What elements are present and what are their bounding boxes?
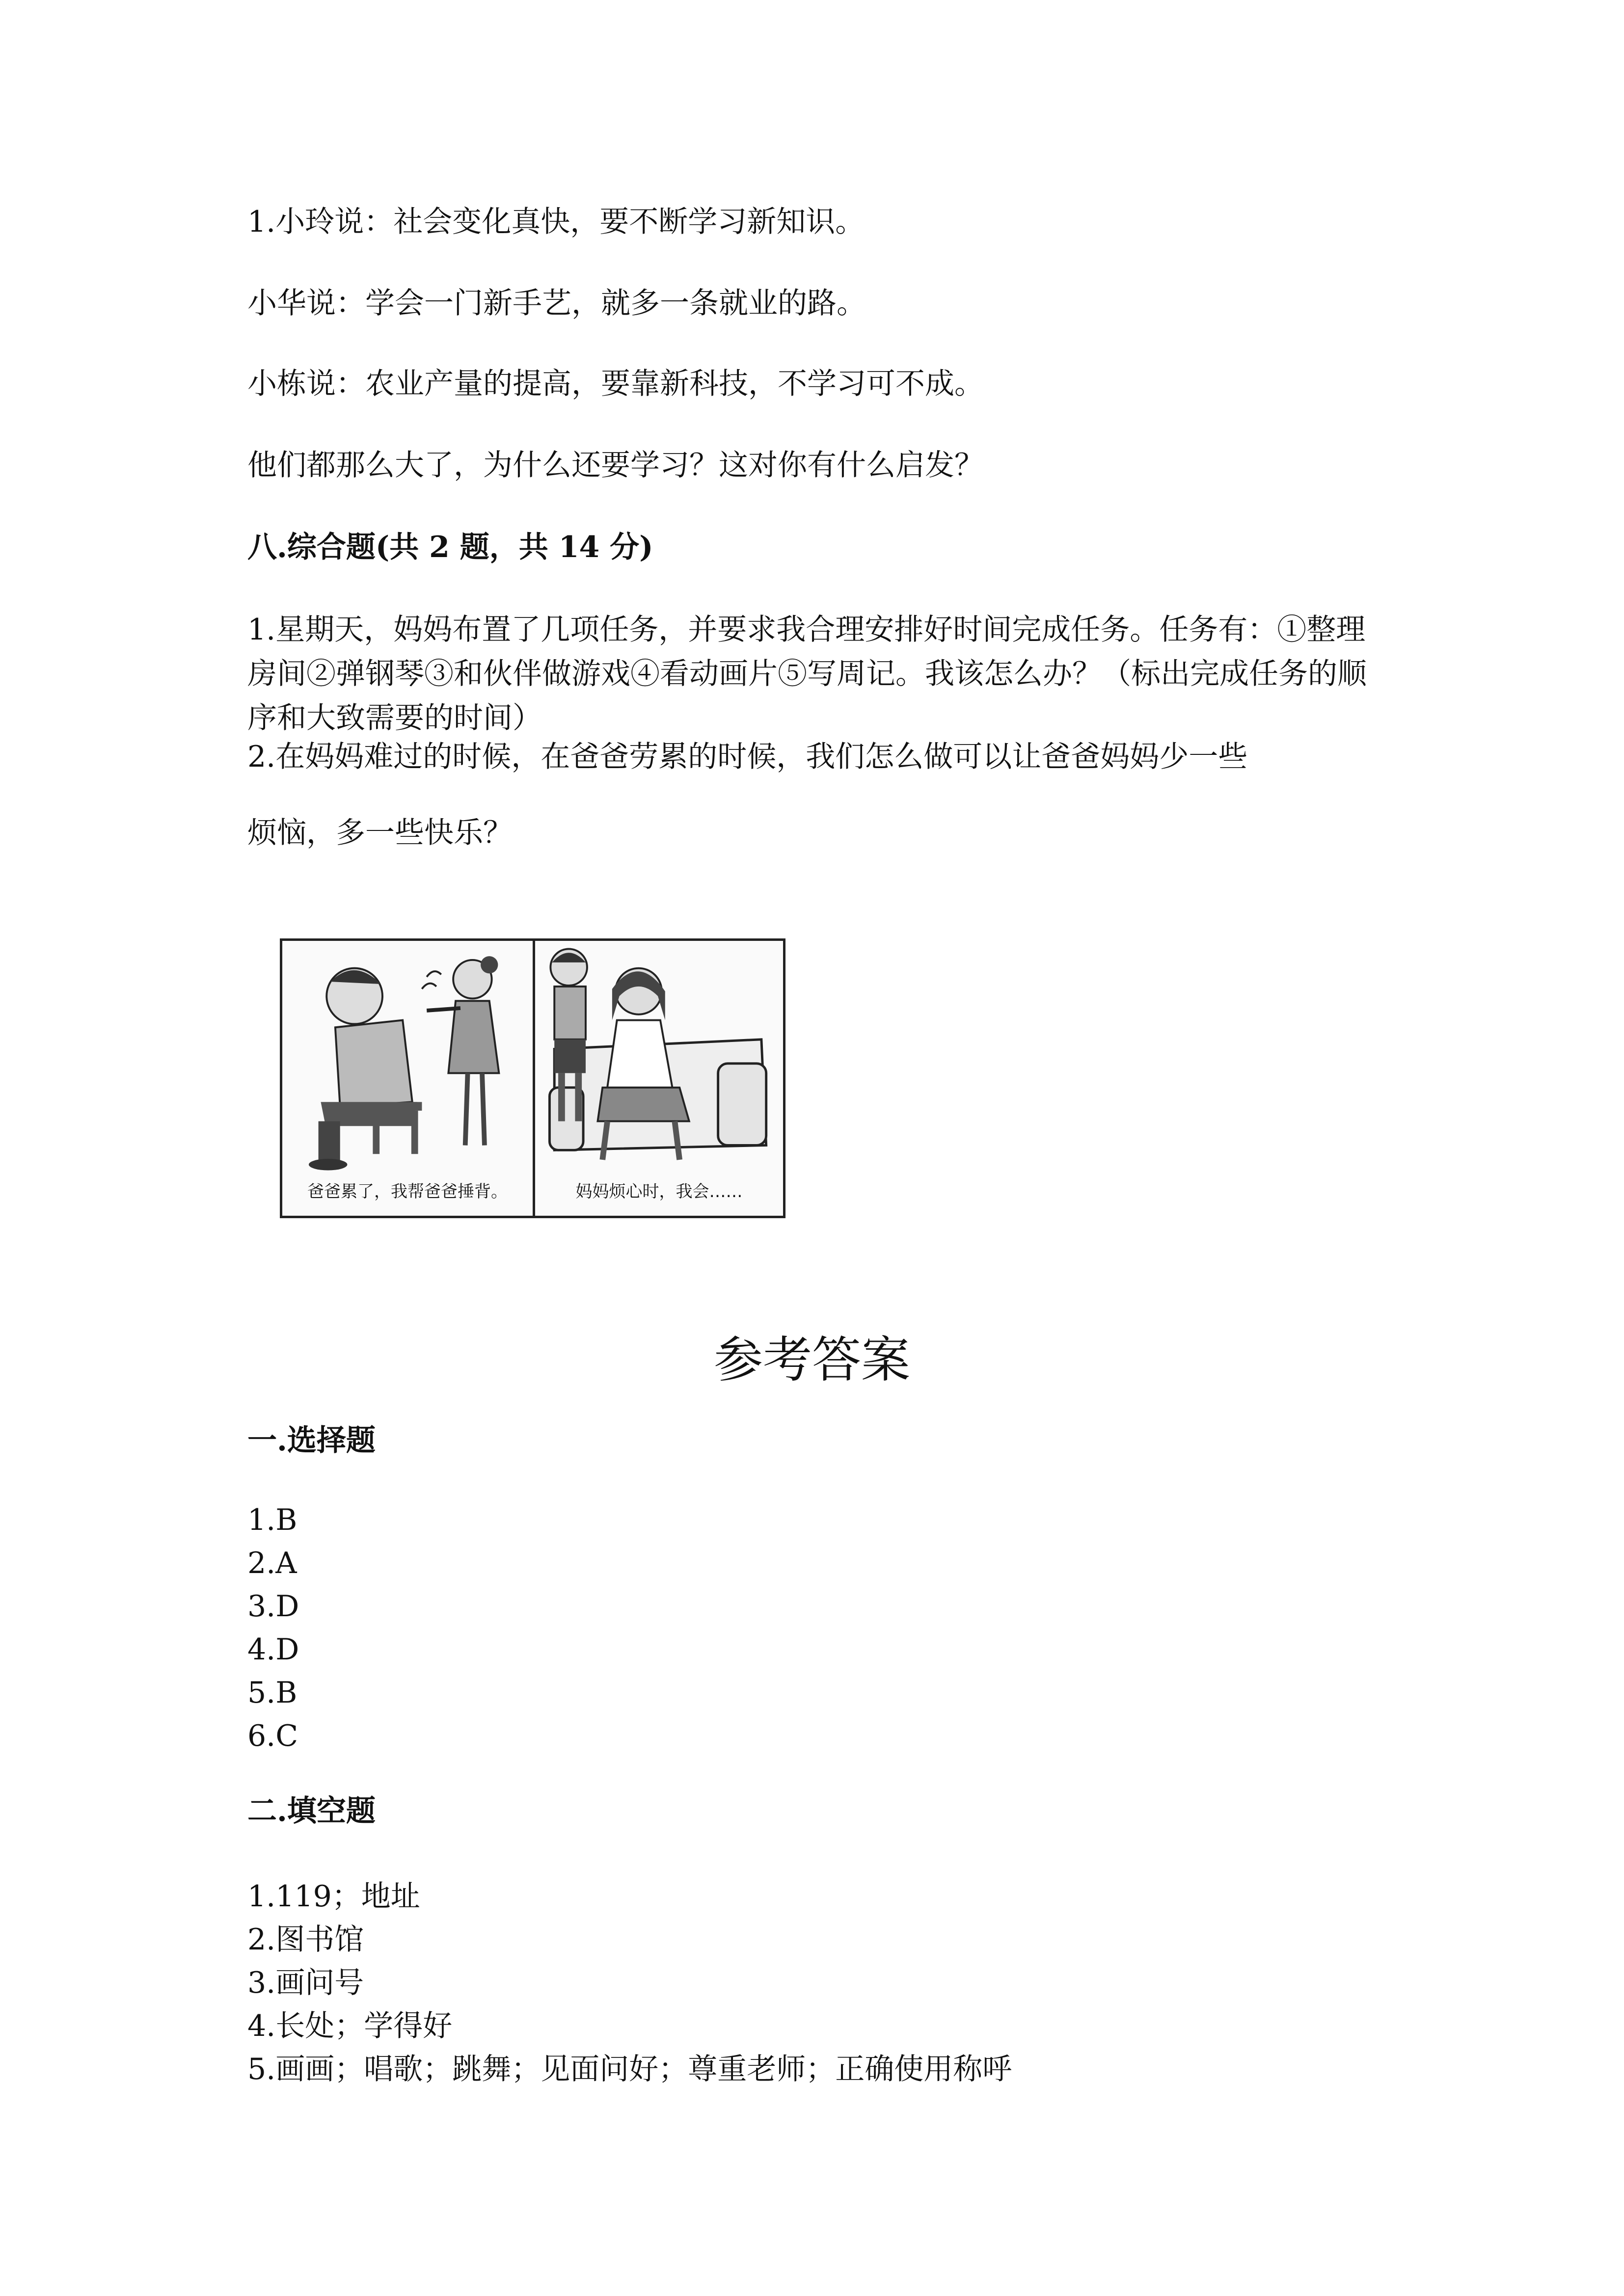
answer-item: 5.画画；唱歌；跳舞；见面问好；尊重老师；正确使用称呼 [247,2052,1012,2086]
mom-panel-caption: 妈妈烦心时，我会…… [575,1182,743,1201]
answer-item: 4.D [247,1632,299,1667]
dad-panel-caption: 爸爸累了，我帮爸爸捶背。 [307,1182,508,1201]
answer-item: 4.长处；学得好 [247,2009,453,2043]
q7-line-4: 他们都那么大了，为什么还要学习？这对你有什么启发？ [247,448,984,482]
answer-item: 3.画问号 [247,1966,364,2000]
answer-item: 2.A [247,1546,297,1580]
illustration-panel-mom [533,938,785,1218]
answers-section-1-heading: 一.选择题 [247,1423,376,1458]
answer-key-title: 参考答案 [714,1331,910,1388]
answer-item: 6.C [247,1719,298,1753]
illustration-panel-dad [280,938,535,1218]
answers-section-2-heading: 二.填空题 [247,1794,376,1828]
answer-item: 1.B [247,1503,298,1537]
family-help-illustration [280,938,785,1218]
answer-item: 5.B [247,1676,298,1710]
q7-line-3: 小栋说：农业产量的提高，要靠新科技，不学习可不成。 [247,367,984,401]
section-8-question-2-line-2: 烦恼，多一些快乐？ [247,816,513,850]
q7-line-2: 小华说：学会一门新手艺，就多一条就业的路。 [247,286,866,320]
answers-section-2-list [247,1875,1012,2091]
answer-item: 2.图书馆 [247,1922,364,1957]
dad-and-daughter-drawing [282,941,533,1176]
q7-line-1: 1.小玲说：社会变化真快，要不断学习新知识。 [247,205,865,239]
answer-item: 3.D [247,1589,299,1624]
section-8-question-2-line-1: 2.在妈妈难过的时候，在爸爸劳累的时候，我们怎么做可以让爸爸妈妈少一些 [247,740,1248,774]
answer-item: 1.119；地址 [247,1879,420,1914]
section-8-heading: 八.综合题(共 2 题，共 14 分) [247,530,653,564]
section-8-question-1: 1.星期天，妈妈布置了几项任务，并要求我合理安排好时间完成任务。任务有：①整理房间②弹钢琴③和伙伴做游戏④看动画片⑤写周记。我该怎么办？（标出完成任务的顺序和大致需要的时间） [247,613,1367,735]
answers-section-1-list [247,1498,299,1758]
mom-and-son-drawing [535,941,783,1176]
